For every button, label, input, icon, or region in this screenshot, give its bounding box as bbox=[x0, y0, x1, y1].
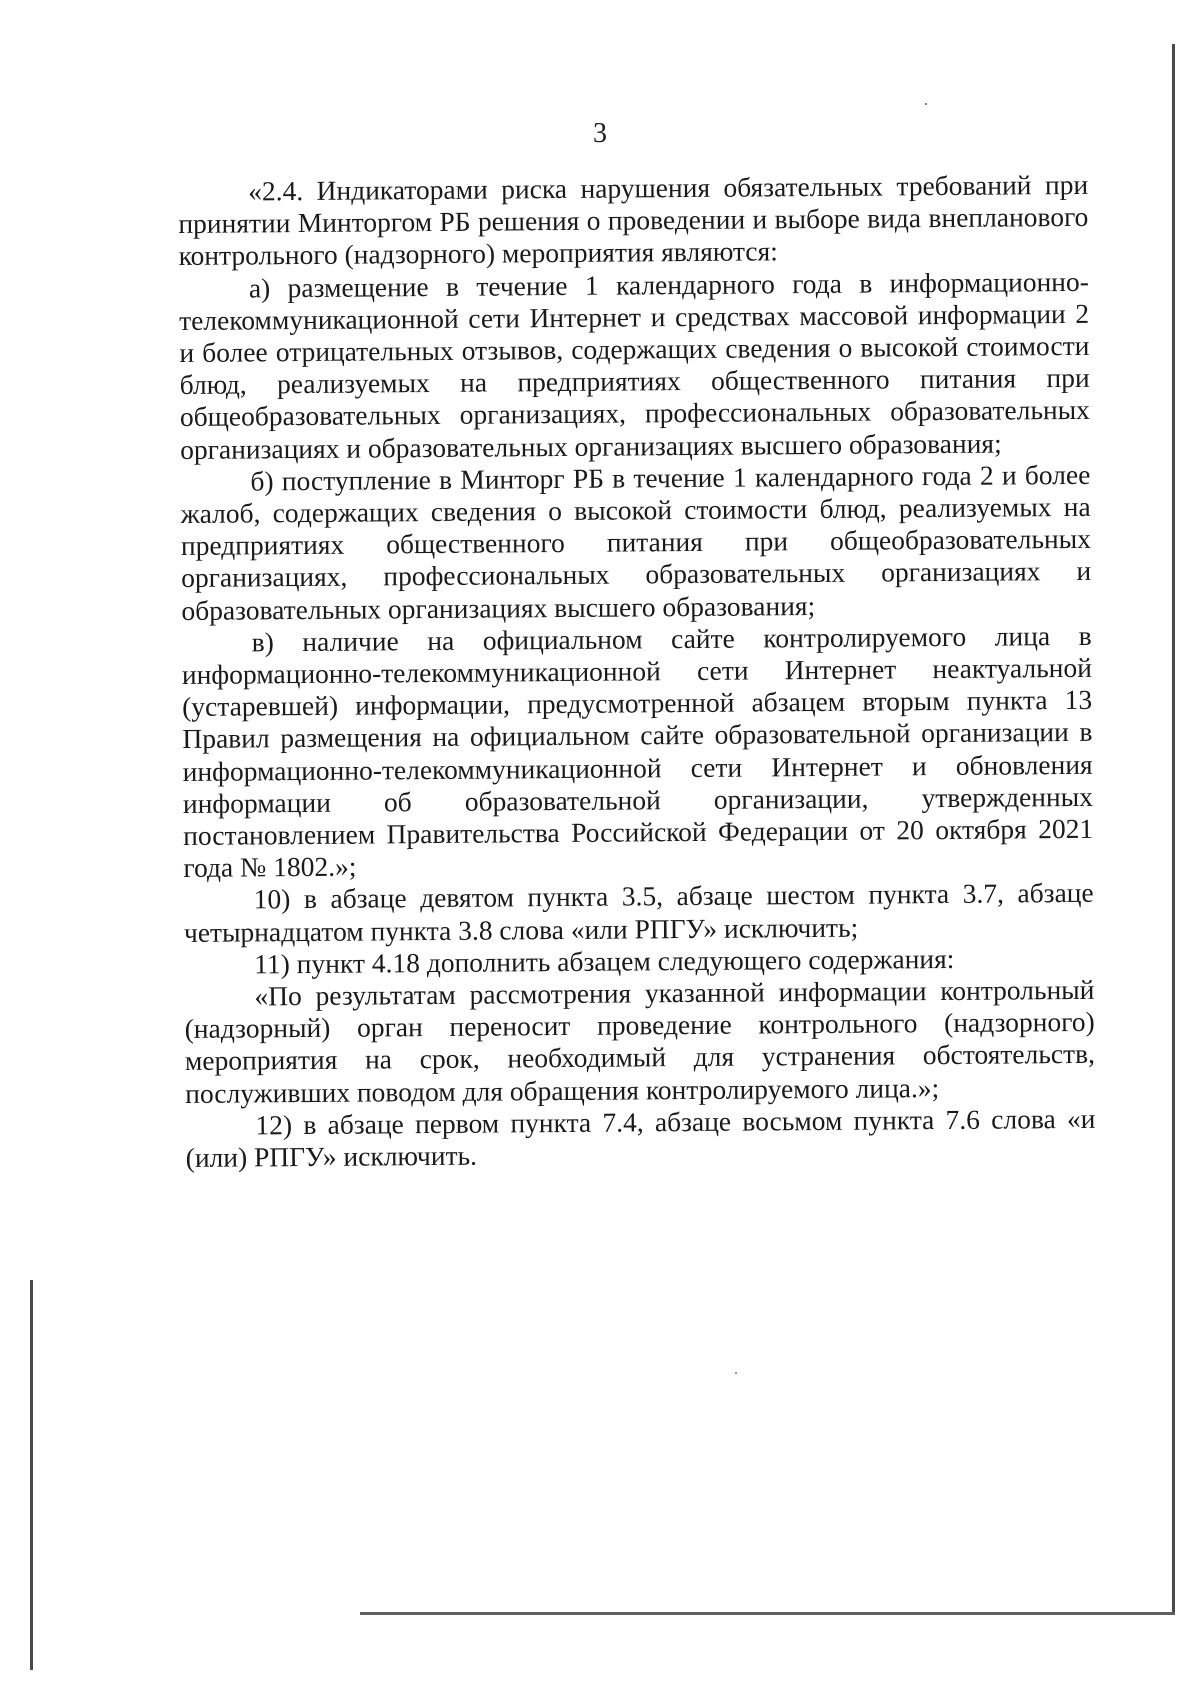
scan-edge-bottom bbox=[360, 1612, 1175, 1615]
paragraph-item-b: б) поступление в Минторг РБ в течение 1 календарного года 2 и более жалоб, содержащих сведения о высокой стоимости блюд, реализуемых на предприятиях общественного питания при общеобразовательных организациях, профессиональных образовательных организациях и образовательных организациях высшего образования; bbox=[180, 458, 1092, 626]
scan-speck bbox=[925, 103, 927, 105]
scan-edge-left bbox=[30, 1280, 33, 1670]
paragraph-quote: «По результатам рассмотрения указанной информации контрольный (надзорный) орган переносит проведение контрольного (надзорного) мероприятия на срок, необходимый для устранения обстоятельств, послуживших поводом для обращения контролируемого лица.»; bbox=[184, 973, 1096, 1109]
paragraph-2-4-intro: «2.4. Индикаторами риска нарушения обязательных требований при принятии Минторгом РБ решения о проведении и выборе вида внепланового контрольного (надзорного) мероприятия являются: bbox=[178, 168, 1089, 272]
paragraph-item-a: а) размещение в течение 1 календарного года в информационно-телекоммуникационной сети Интернет и средствах массовой информации 2 и более отрицательных отзывов, содержащих сведения о высокой стоимости блюд, реализуемых на предприятиях общественного питания при общеобразовательных организациях, профессиональных образовательных организациях и образовательных организациях высшего образования; bbox=[179, 265, 1090, 465]
document-body bbox=[178, 169, 1096, 1174]
scan-edge-right bbox=[1172, 44, 1175, 1612]
scan-speck bbox=[735, 1372, 737, 1374]
paragraph-item-11: 11) пункт 4.18 дополнить абзацем следующего содержания: bbox=[254, 942, 955, 980]
paragraph-item-12: 12) в абзаце первом пункта 7.4, абзаце восьмом пункта 7.6 слова «и (или) РПГУ» исключить. bbox=[185, 1102, 1096, 1174]
page-number: 3 bbox=[593, 118, 607, 149]
paragraph-item-v: в) наличие на официальном сайте контролируемого лица в информационно-телекоммуникационной сети Интернет неактуальной (устаревшей) информации, предусмотренной абзацем вторым пункта 13 Правил размещения на официальном сайте образовательной организации в информационно-телекоммуникационной сети Интернет и обновления информации об образовательной организации, утвержденных постановлением Правительства Российской Федерации от 20 октября 2021 года № 1802.»; bbox=[181, 619, 1094, 884]
paragraph-item-10: 10) в абзаце девятом пункта 3.5, абзаце шестом пункта 3.7, абзаце четырнадцатом пункта 3.8 слова «или РПГУ» исключить; bbox=[183, 877, 1094, 948]
